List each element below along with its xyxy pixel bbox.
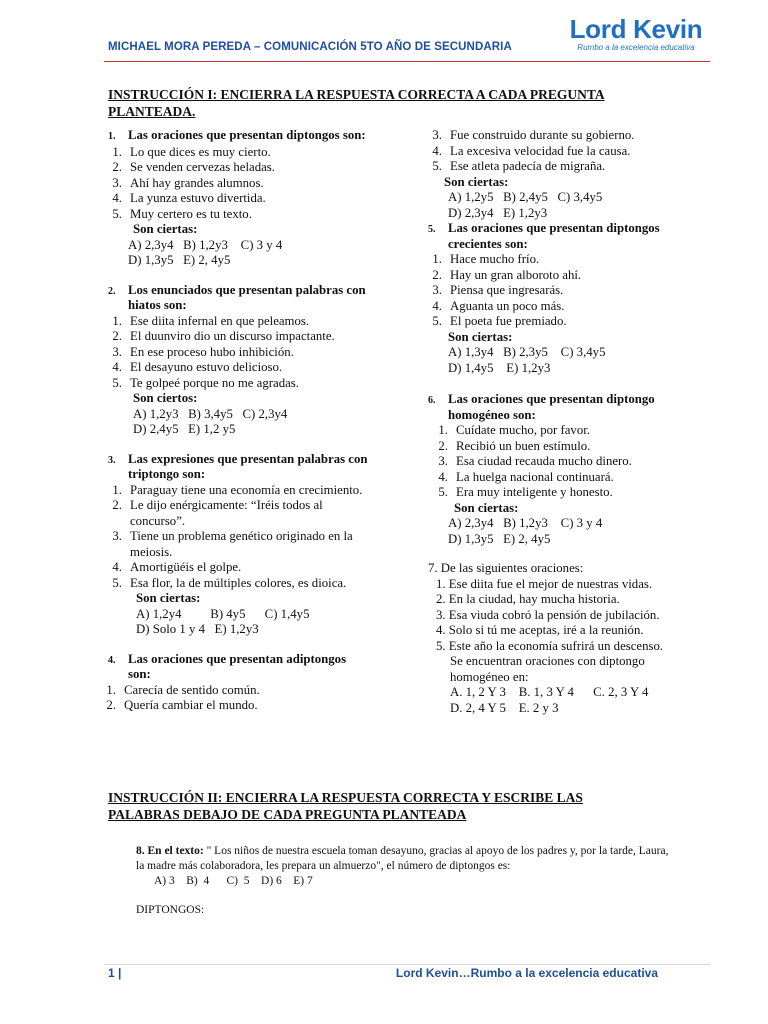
left-column — [108, 128, 370, 714]
document-header-title: MICHAEL MORA PEREDA – COMUNICACIÓN 5TO AÑO DE SECUNDARIA — [108, 41, 512, 53]
list-item: 4. Solo si tú me aceptas, iré a la reunión. — [436, 623, 644, 637]
option-list — [108, 314, 370, 392]
question-4-continued — [428, 128, 680, 221]
answer-choices: D) Solo 1 y 4 E) 1,2y3 — [136, 622, 259, 636]
list-item: 3. Tiene un problema genético originado en la meiosis. — [112, 529, 353, 559]
list-item: 4. Amortigüéis el golpe. — [112, 560, 242, 574]
question-text: Las expresiones que presentan palabras con triptongo son: — [128, 451, 368, 481]
option-list — [108, 145, 370, 223]
list-item: 4. La yunza estuvo divertida. — [112, 191, 266, 205]
answer-heading: Son ciertas: — [444, 174, 509, 189]
logo-tagline: Rumbo a la excelencia educativa — [577, 43, 695, 52]
question-4 — [108, 652, 370, 714]
question-3 — [108, 452, 370, 638]
question-text: Las oraciones que presentan adiptongos son: — [128, 651, 347, 681]
option-list — [434, 423, 680, 501]
answer-choices: D) 2,4y5 E) 1,2 y5 — [133, 422, 236, 436]
answer-choices: A. 1, 2 Y 3 B. 1, 3 Y 4 C. 2, 3 Y 4 — [450, 685, 649, 699]
question-text: Los enunciados que presentan palabras con hiatos son: — [128, 282, 366, 312]
logo-main-text: Lord Kevin — [569, 14, 703, 44]
list-item: 5. Era muy inteligente y honesto. — [438, 485, 613, 499]
list-item: 3. Esa ciudad recauda mucho dinero. — [438, 454, 632, 468]
question-1 — [108, 128, 370, 269]
question-number: 2. — [108, 285, 116, 297]
right-column — [428, 128, 680, 716]
question-number: 6. — [428, 395, 436, 406]
list-item: 2. Quería cambiar el mundo. — [106, 698, 258, 712]
list-item: 4. La huelga nacional continuará. — [438, 469, 614, 484]
footer-divider — [104, 964, 710, 965]
list-item: 5. Muy certero es tu texto. — [112, 206, 252, 221]
option-list — [428, 128, 680, 175]
list-item: 2. Se venden cervezas heladas. — [112, 160, 275, 174]
answer-choices: D) 1,4y5 E) 1,2y3 — [448, 360, 551, 375]
list-item: 1. Lo que dices es muy cierto. — [112, 144, 271, 159]
answer-choices: D. 2, 4 Y 5 E. 2 y 3 — [450, 700, 559, 715]
answer-choices: A) 1,2y4 B) 4y5 C) 1,4y5 — [136, 606, 310, 621]
list-item: 5. El poeta fue premiado. — [432, 314, 567, 328]
list-item: 1. Hace mucho frío. — [432, 252, 540, 266]
list-item: 1. Cuídate mucho, por favor. — [438, 423, 590, 437]
answer-choices: D) 1,3y5 E) 2, 4y5 — [128, 253, 231, 267]
list-item: 1. Ese diita infernal en que peleamos. — [112, 313, 310, 328]
list-item: 1. Carecía de sentido común. — [106, 682, 260, 697]
list-item: 2. Hay un gran alboroto ahí. — [432, 267, 582, 282]
list-item: 2. El duunviro dio un discurso impactante. — [112, 329, 335, 343]
answer-choices: D) 1,3y5 E) 2, 4y5 — [448, 531, 551, 546]
question-text: Las oraciones que presentan diptongo homogéneo son: — [448, 392, 655, 422]
instruction-1-heading: INSTRUCCIÓN I: ENCIERRA LA RESPUESTA CORRECTA A CADA PREGUNTA PLANTEADA. — [108, 87, 605, 119]
footer-tagline: Lord Kevin…Rumbo a la excelencia educativa — [395, 966, 658, 980]
answer-choices: A) 1,3y4 B) 2,3y5 C) 3,4y5 — [448, 345, 606, 359]
question-number: 5. — [428, 224, 436, 235]
lord-kevin-logo — [568, 14, 704, 52]
option-list — [428, 252, 680, 330]
answer-heading: Son ciertas: — [133, 222, 198, 236]
list-item: 3. Piensa que ingresarás. — [432, 283, 564, 297]
answer-choices: A) 2,3y4 B) 1,2y3 C) 3 y 4 — [128, 237, 283, 252]
list-item: 3. En ese proceso hubo inhibición. — [112, 344, 294, 359]
question-label: 8. En el texto: — [136, 845, 204, 857]
question-8 — [136, 844, 676, 889]
list-item: 5. Te golpeé porque no me agradas. — [112, 375, 299, 390]
question-number: 1. — [108, 131, 116, 142]
question-2 — [108, 283, 370, 438]
instruction-2-heading: INSTRUCCIÓN II: ENCIERRA LA RESPUESTA CORRECTA Y ESCRIBE LAS PALABRAS DEBAJO DE CADA PREGUNTA PLANTEADA — [108, 790, 583, 822]
answer-heading: Son ciertos: — [133, 391, 198, 405]
question-6 — [428, 392, 680, 547]
question-7 — [428, 561, 678, 716]
answer-heading: Son ciertas: — [136, 591, 201, 605]
answer-choices: A) 1,2y5 B) 2,4y5 C) 3,4y5 — [448, 190, 603, 204]
list-item: 2. En la ciudad, hay mucha historia. — [436, 592, 620, 606]
header-divider — [104, 61, 710, 62]
answer-choices: D) 2,3y4 E) 1,2y3 — [448, 205, 548, 220]
answer-choices: A) 3 B) 4 C) 5 D) 6 E) 7 — [154, 875, 313, 887]
list-item: 5. Ese atleta padecía de migraña. — [432, 159, 606, 173]
question-number: 4. — [108, 654, 116, 666]
option-list — [108, 483, 370, 592]
list-item: 2. Recibió un buen estímulo. — [438, 438, 591, 453]
question-text: Las oraciones que presentan diptongos son: — [128, 128, 366, 142]
answer-heading: Son ciertas: — [448, 329, 513, 344]
list-item: 2. Le dijo enérgicamente: “Iréis todos al concurso”. — [112, 498, 323, 528]
list-item: 3. Ahí hay grandes alumnos. — [112, 175, 264, 190]
diptongos-label: DIPTONGOS: — [136, 904, 205, 916]
answer-heading: Son ciertas: — [454, 500, 519, 515]
sentence-list — [428, 577, 678, 655]
option-list — [102, 683, 370, 714]
question-text: Las oraciones que presentan diptongos crecientes son: — [448, 221, 660, 251]
list-item: 1. Paraguay tiene una economía en crecimiento. — [112, 482, 363, 497]
list-item: 4. Aguanta un poco más. — [432, 298, 565, 313]
answer-choices: A) 1,2y3 B) 3,4y5 C) 2,3y4 — [133, 406, 288, 421]
question-5 — [428, 221, 680, 376]
answer-choices: A) 2,3y4 B) 1,2y3 C) 3 y 4 — [448, 516, 603, 530]
list-item: 5. Esa flor, la de múltiples colores, es dioica. — [112, 575, 347, 590]
question-prompt: Se encuentran oraciones con diptongo homogéneo en: — [450, 654, 645, 684]
question-number: 3. — [108, 454, 116, 466]
list-item: 1. Ese diita fue el mejor de nuestras vidas. — [436, 576, 653, 591]
list-item: 5. Este año la economía sufrirá un descenso. — [436, 638, 664, 653]
list-item: 3. Fue construido durante su gobierno. — [432, 128, 635, 142]
list-item: 4. El desayuno estuvo delicioso. — [112, 360, 283, 374]
page-number: 1 | — [108, 966, 122, 980]
list-item: 4. La excesiva velocidad fue la causa. — [432, 143, 631, 158]
question-text: 7. De las siguientes oraciones: — [428, 561, 584, 575]
question-text: " Los niños de nuestra escuela toman desayuno, gracias al apoyo de los padres y, por la tarde, Laura, la madre más colaboradora, les prepara un almuerzo", el número de diptongos es: — [136, 845, 669, 872]
list-item: 3. Esa viuda cobró la pensión de jubilación. — [436, 607, 660, 622]
